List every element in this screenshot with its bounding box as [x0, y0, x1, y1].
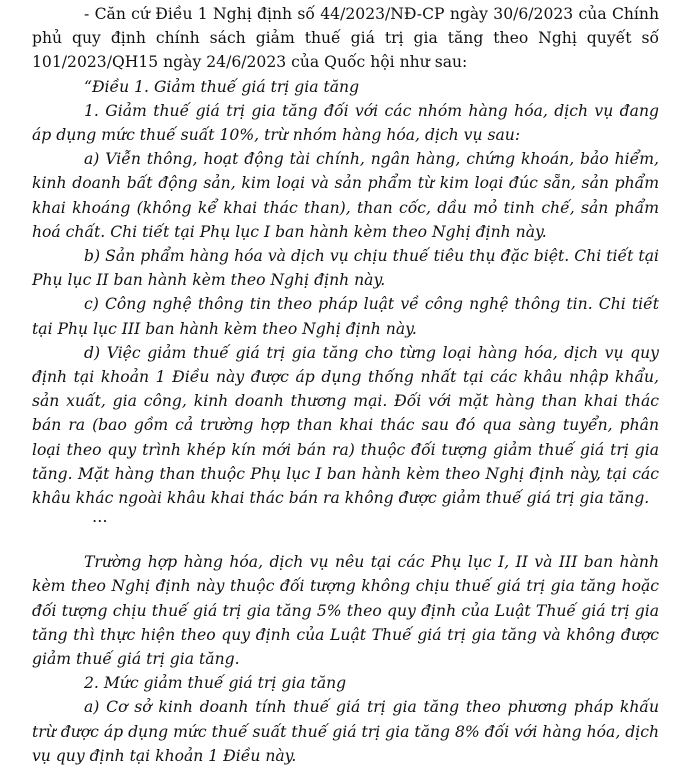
point-d: d) Việc giảm thuế giá trị gia tăng cho từng loại hàng hóa, dịch vụ quy định tại khoản 1 Điều này được áp dụng thống nhất tại các khâu nhập khẩu, sản xuất, gia công, kinh doanh thương mại. Đối với mặt hàng than khai thác bán ra (bao gồm cả trường hợp than khai thác sau đó qua sàng tuyển, phân loại theo quy trình khép kín mới bán ra) thuộc đối tượng giảm thuế giá trị gia tăng. Mặt hàng than thuộc Phụ lục I ban hành kèm theo Nghị định này, tại các khâu khác ngoài khâu khai thác bán ra không được giảm thuế giá trị gia tăng.: [32, 343, 659, 508]
clause-2-point-a: a) Cơ sở kinh doanh tính thuế giá trị gia tăng theo phương pháp khấu trừ được áp dụng mức thuế suất thuế giá trị gia tăng 8% đối với hàng hóa, dịch vụ quy định tại khoản 1 Điều này.: [32, 698, 659, 765]
point-c: c) Công nghệ thông tin theo pháp luật về công nghệ thông tin. Chi tiết tại Phụ lục III ban hành kèm theo Nghị định này.: [32, 295, 659, 338]
paragraph-gap: [32, 524, 659, 550]
article-title: “Điều 1. Giảm thuế giá trị gia tăng: [84, 77, 360, 96]
omission-ellipsis: …: [92, 508, 108, 527]
exception-paragraph: Trường hợp hàng hóa, dịch vụ nêu tại các Phụ lục I, II và III ban hành kèm theo Nghị định này thuộc đối tượng không chịu thuế giá trị gia tăng hoặc đối tượng chịu thuế giá trị gia tăng 5% theo quy định của Luật Thuế giá trị gia tăng thì thực hiện theo quy định của Luật Thuế giá trị gia tăng và không được giảm thuế giá trị gia tăng.: [32, 553, 659, 669]
point-b: b) Sản phẩm hàng hóa và dịch vụ chịu thuế tiêu thụ đặc biệt. Chi tiết tại Phụ lục II ban hành kèm theo Nghị định này.: [32, 247, 659, 290]
point-a: a) Viễn thông, hoạt động tài chính, ngân hàng, chứng khoán, bảo hiểm, kinh doanh bất động sản, kim loại và sản phẩm từ kim loại đúc sẵn, sản phẩm khai khoáng (không kể khai thác than), than cốc, dầu mỏ tinh chế, sản phẩm hoá chất. Chi tiết tại Phụ lục I ban hành kèm theo Nghị định này.: [32, 150, 659, 241]
clause-2: 2. Mức giảm thuế giá trị gia tăng: [84, 674, 347, 693]
clause-1: 1. Giảm thuế giá trị gia tăng đối với các nhóm hàng hóa, dịch vụ đang áp dụng mức thuế suất 10%, trừ nhóm hàng hóa, dịch vụ sau:: [32, 101, 659, 145]
intro-paragraph: - Căn cứ Điều 1 Nghị định số 44/2023/NĐ-CP ngày 30/6/2023 của Chính phủ quy định chính sách giảm thuế giá trị gia tăng theo Nghị quyết số 101/2023/QH15 ngày 24/6/2023 của Quốc hội như sau:: [32, 5, 659, 72]
